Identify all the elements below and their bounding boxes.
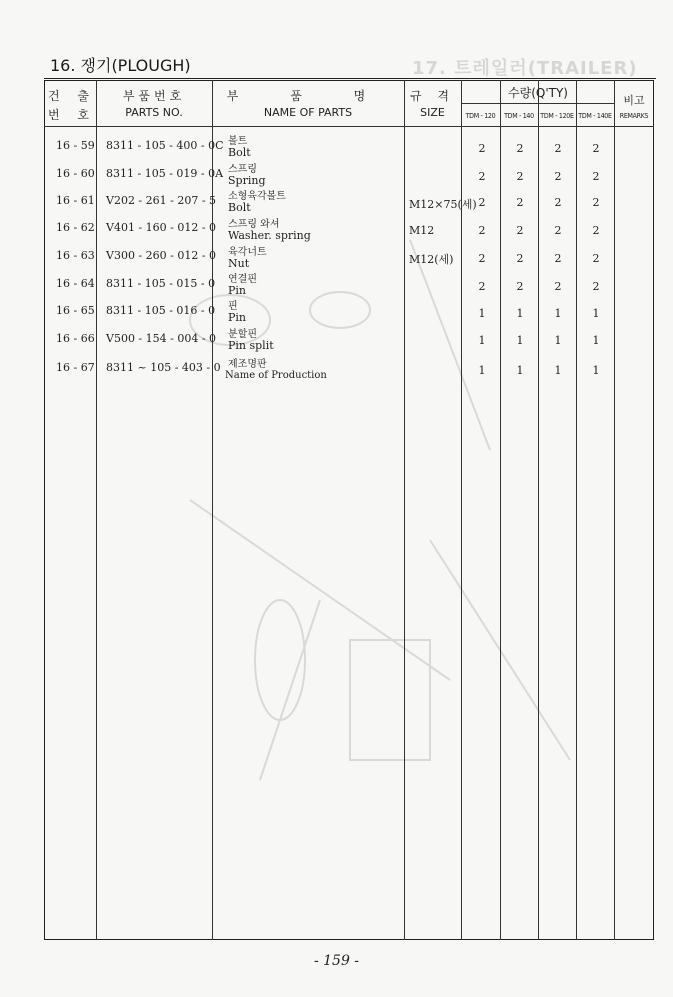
row-name-en: Bolt <box>228 146 251 159</box>
row-name-ko: 분할핀 <box>228 329 257 340</box>
col-divider <box>212 80 213 940</box>
row-qty-tdm140: 2 <box>516 196 524 209</box>
row-no: 16 - 59 <box>56 139 95 152</box>
row-no: 16 - 67 <box>56 361 95 374</box>
col-divider <box>500 80 501 940</box>
row-name-ko: 스프링 <box>228 164 257 175</box>
header-qty-tdm120: TDM - 120 <box>465 112 496 120</box>
row-name-ko: 소형육각볼트 <box>228 191 286 202</box>
col-divider <box>404 80 405 940</box>
header-size-ko: 규 격 <box>410 89 455 103</box>
row-qty-tdm120e: 1 <box>554 334 562 347</box>
header-parts-no-en: PARTS NO. <box>125 106 183 119</box>
row-name-en: Bolt <box>228 201 251 214</box>
row-name-ko: 연결핀 <box>228 274 257 285</box>
header-item-no-ko-2: 번 호 <box>48 108 96 122</box>
row-qty-tdm120e: 2 <box>554 252 562 265</box>
row-name-ko: 볼트 <box>228 136 248 147</box>
row-qty-tdm140: 2 <box>516 252 524 265</box>
header-item-no-ko-1: 건 출 <box>48 89 96 103</box>
row-qty-tdm120: 2 <box>478 280 486 293</box>
row-qty-tdm140: 2 <box>516 224 524 237</box>
header-name-en: NAME OF PARTS <box>263 106 353 119</box>
row-no: 16 - 64 <box>56 277 95 290</box>
row-qty-tdm140e: 1 <box>592 307 600 320</box>
row-no: 16 - 61 <box>56 194 95 207</box>
row-name-ko: 스프링 와셔 <box>228 219 280 230</box>
row-size: M12×75(세) <box>409 198 477 211</box>
header-size-en: SIZE <box>420 106 445 119</box>
col-divider <box>576 80 577 940</box>
row-name-en: Washer. spring <box>228 229 311 242</box>
row-qty-tdm140e: 1 <box>592 364 600 377</box>
row-qty-tdm140e: 2 <box>592 196 600 209</box>
row-qty-tdm140: 1 <box>516 307 524 320</box>
row-qty-tdm140e: 2 <box>592 252 600 265</box>
col-divider <box>538 80 539 940</box>
qty-subheader-rule <box>461 103 614 104</box>
row-name-ko: 핀 <box>228 301 238 312</box>
row-qty-tdm120: 2 <box>478 196 486 209</box>
row-qty-tdm120: 2 <box>478 252 486 265</box>
row-qty-tdm140e: 2 <box>592 142 600 155</box>
row-qty-tdm120: 1 <box>478 334 486 347</box>
row-parts-no: V500 - 154 - 004 - 0 <box>106 332 217 345</box>
row-qty-tdm120: 1 <box>478 364 486 377</box>
row-qty-tdm120e: 2 <box>554 224 562 237</box>
row-parts-no: V401 - 160 - 012 - 0 <box>106 221 217 234</box>
parts-table <box>44 80 654 940</box>
header-qty-tdm140: TDM - 140 <box>504 112 534 120</box>
row-no: 16 - 62 <box>56 221 95 234</box>
header-qty-tdm140e: TDM - 140E <box>578 112 612 120</box>
row-name-en: Pin split <box>228 339 274 352</box>
row-qty-tdm140e: 2 <box>592 224 600 237</box>
row-name-ko: 제조명판 <box>228 359 267 370</box>
row-qty-tdm120e: 2 <box>554 170 562 183</box>
row-parts-no: 8311 - 105 - 015 - 0 <box>106 277 216 290</box>
row-no: 16 - 66 <box>56 332 95 345</box>
row-qty-tdm140: 1 <box>516 334 524 347</box>
row-parts-no: V202 - 261 - 207 - 5 <box>106 194 217 207</box>
row-qty-tdm120e: 1 <box>554 307 562 320</box>
row-name-en: Name of Production <box>225 370 327 381</box>
header-remarks-en: REMARKS <box>619 112 649 120</box>
row-name-ko: 육각너트 <box>228 247 267 258</box>
row-name-en: Nut <box>228 257 250 270</box>
row-qty-tdm140e: 2 <box>592 170 600 183</box>
page-number: - 159 - <box>313 953 360 969</box>
header-remarks-ko: 비고 <box>623 94 645 107</box>
header-rule <box>44 126 654 127</box>
row-qty-tdm120e: 2 <box>554 196 562 209</box>
row-size: M12(세) <box>409 253 454 266</box>
row-no: 16 - 60 <box>56 167 95 180</box>
row-no: 16 - 63 <box>56 249 95 262</box>
col-divider <box>614 80 615 940</box>
header-parts-no-ko: 부품번호 <box>122 89 186 103</box>
row-qty-tdm120: 2 <box>478 170 486 183</box>
row-qty-tdm140e: 2 <box>592 280 600 293</box>
row-name-en: Pin <box>228 311 247 324</box>
row-parts-no: 8311 - 105 - 016 - 0 <box>106 304 216 317</box>
row-name-en: Pin <box>228 284 247 297</box>
row-qty-tdm120e: 1 <box>554 364 562 377</box>
row-qty-tdm120e: 2 <box>554 280 562 293</box>
ghost-title: 17. 트레일러(TRAILER) <box>412 58 638 79</box>
row-qty-tdm140: 2 <box>516 280 524 293</box>
row-qty-tdm140: 1 <box>516 364 524 377</box>
row-parts-no: 8311 - 105 - 019 - 0A <box>106 167 224 180</box>
row-parts-no: 8311 - 105 - 400 - 0C <box>106 139 224 152</box>
col-divider <box>96 80 97 940</box>
row-qty-tdm120e: 2 <box>554 142 562 155</box>
row-qty-tdm140e: 1 <box>592 334 600 347</box>
row-qty-tdm120: 1 <box>478 307 486 320</box>
header-name-ko: 부 품 명 <box>226 89 390 103</box>
title-rule <box>44 78 656 79</box>
row-qty-tdm120: 2 <box>478 142 486 155</box>
row-qty-tdm140: 2 <box>516 142 524 155</box>
page-title: 16. 쟁기(PLOUGH) <box>50 56 191 75</box>
header-qty: 수량(Q'TY) <box>508 86 568 100</box>
row-qty-tdm120: 2 <box>478 224 486 237</box>
row-parts-no: 8311 ~ 105 - 403 - 0 <box>106 361 221 374</box>
row-no: 16 - 65 <box>56 304 95 317</box>
row-name-en: Spring <box>228 174 266 187</box>
row-qty-tdm140: 2 <box>516 170 524 183</box>
row-parts-no: V300 - 260 - 012 - 0 <box>106 249 217 262</box>
row-size: M12 <box>409 224 435 237</box>
header-qty-tdm120e: TDM - 120E <box>540 112 574 120</box>
